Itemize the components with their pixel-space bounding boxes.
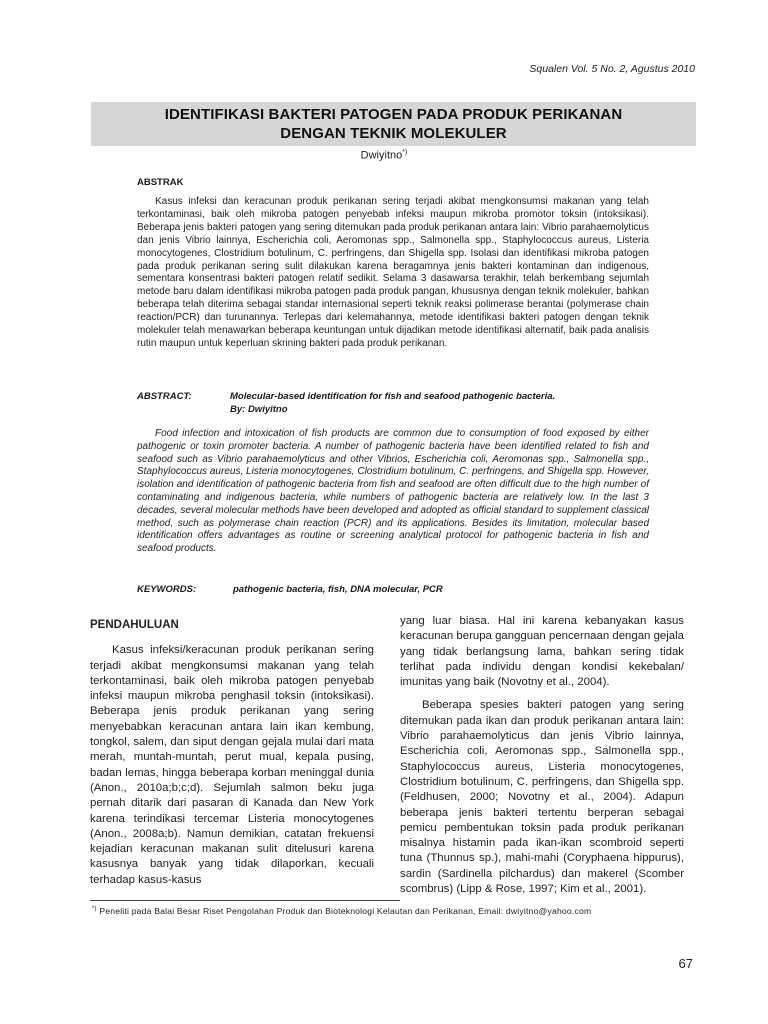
- author-footnote-mark: *): [402, 149, 408, 156]
- footnote-mark: *): [92, 906, 97, 913]
- footnote-rule: [90, 900, 400, 901]
- abstract-title-block: [230, 391, 555, 416]
- keywords-value: pathogenic bacteria, fish, DNA molecular, PCR: [233, 584, 443, 595]
- body-paragraph: Kasus infeksi/keracunan produk perikanan sering terjadi akibat mengkonsumsi makanan yang telah terkontaminasi, baik oleh mikroba patogen penyebab infeksi maupun mikroba penghasil toksin (intoksikasi). Beberapa jenis produk perikanan yang sering menyebabkan keracunan antara lain ikan kembung, tongkol, salem, dan siput dengan gejala mulai dari mata merah, muntah-muntah, perut mual, kepala pusing, badan lemas, hingga beberapa korban meninggal dunia (Anon., 2010a;b;c;d). Sejumlah salmon beku juga pernah ditarik dari pasaran di Kanada dan New York karena terindikasi tercemar Listeria monocytogenes (Anon., 2008a;b). Namun demikian, catatan frekuensi kejadian keracunan makanan sulit ditelusuri karena kasusnya banyak yang tidak dilaporkan, kecuali terhadap kasus-kasus: [90, 644, 374, 886]
- title-line-2: DENGAN TEKNIK MOLEKULER: [280, 125, 507, 142]
- author-name: Dwiyitno: [360, 149, 403, 162]
- page-number: 67: [678, 956, 693, 971]
- abstract-body: Food infection and intoxication of fish products are common due to consumption of food exposed by either pathogenic or toxin promoter bacteria. A number of pathogenic bacteria have been identified related to fish and seafood such as Vibrio parahaemolyticus and other Vibrios, Escherichia coli, Aeromonas spp., Salmonella spp., Staphylococcus aureus, Listeria monocytogenes, Clostridium botulinum, C. perfringens, and Shigella spp. However, isolation and identification of pathogenic bacteria from fish and seafood are often difficult due to the high number of contaminating and indigenous bacteria, while numbers of pathogenic bacteria are relatively low. In the last 3 decades, several molecular methods have been developed and adopted as official standard to supplement classical method, such as polymerase chain reaction (PCR) and its applications. Besides its limitation, molecular based identification offers advantages as routine or screening analytical protocol for pathogenic bacteria in fish and seafood products.: [137, 428, 649, 555]
- title-line-1: IDENTIFIKASI BAKTERI PATOGEN PADA PRODUK PERIKANAN: [164, 106, 623, 123]
- footnote: [92, 906, 591, 916]
- abstract-label: ABSTRACT:: [137, 391, 192, 402]
- abstrak-body: Kasus infeksi dan keracunan produk perikanan sering terjadi akibat mengkonsumsi makanan yang telah terkontaminasi, baik oleh mikroba patogen penyebab infeksi maupun mikroba promotor toksin (intoksikasi). Beberapa jenis bakteri patogen yang sering ditemukan pada produk perikanan antara lain: Vibrio parahaemolyticus dan jenis Vibrio lainnya, Escherichia coli, Aeromonas spp., Salmonella spp., Staphylococcus aureus, Listeria monocytogenes, Clostridium botulinum, C. perfringens, dan Shigella spp. Isolasi dan identifikasi mikroba patogen pada produk perikanan sering sulit dilakukan karena beragamnya jenis bakteri kontaminan dan indigenous, sementara konsentrasi bakteri patogen relatif sedikit. Selama 3 dasawarsa terakhir, telah berkembang sejumlah metode baru dalam identifikasi mikroba patogen pada produk pangan, khususnya dengan teknik molekuler, bahkan beberapa telah diterima sebagai standar internasional seperti teknik reaksi polimerase berantai (polymerase chain reaction/PCR) dan turunannya. Terlepas dari kelemahannya, metode identifikasi bakteri patogen dengan teknik molekuler telah menawarkan beberapa keuntungan untuk dijadikan metode identifikasi alternatif, baik pada analisis rutin maupun untuk keperluan skrining bakteri pada produk perikanan.: [137, 196, 649, 349]
- running-header: Squalen Vol. 5 No. 2, Agustus 2010: [529, 63, 695, 75]
- abstrak-heading: ABSTRAK: [137, 177, 184, 188]
- author: [0, 149, 768, 162]
- title-banner: [91, 102, 696, 146]
- left-column: [90, 618, 374, 896]
- abstract-title-row: [137, 391, 649, 416]
- abstract-byline: By: Dwiyitno: [230, 403, 288, 415]
- keywords-row: [137, 584, 649, 595]
- footnote-text: Peneliti pada Balai Besar Riset Pengolahan Produk dan Bioteknologi Kelautan dan Perikanan, Email: dwiyitno@yahoo.com: [99, 906, 592, 916]
- body-paragraph: yang luar biasa. Hal ini karena kebanyakan kasus keracunan berupa gangguan pencernaan dengan gejala yang tidak berlangsung lama, bahkan sering tidak terlihat pada individu dengan kondisi kekebalan/ imunitas yang baik (Novotny et al., 2004).: [400, 615, 684, 689]
- section-heading: PENDAHULUAN: [90, 619, 179, 631]
- body-paragraph: Beberapa spesies bakteri patogen yang sering ditemukan pada ikan dan produk perikanan antara lain: Vibrio parahaemolyticus dan jenis Vibrio lainnya, Escherichia coli, Aeromonas spp., Salmonella spp., Staphylococcus aureus, Listeria monocytogenes, Clostridium botulinum, C. perfringens, dan Shigella spp. (Feldhusen, 2000; Novotny et al., 2004). Adapun beberapa jenis bakteri tertentu berperan sebagai pemicu pembentukan toksin pada produk perikanan misalnya histamin pada ikan-ikan scombroid seperti tuna (Thunnus sp.), mahi-mahi (Coryphaena hippurus), sardin (Sardinella pilchardus) dan makerel (Scomber scombrus) (Lipp & Rose, 1997; Kim et al., 2001).: [400, 699, 684, 896]
- keywords-label: KEYWORDS:: [137, 584, 197, 595]
- right-column: [400, 614, 684, 905]
- abstract-title: Molecular-based identification for fish and seafood pathogenic bacteria.: [230, 391, 556, 402]
